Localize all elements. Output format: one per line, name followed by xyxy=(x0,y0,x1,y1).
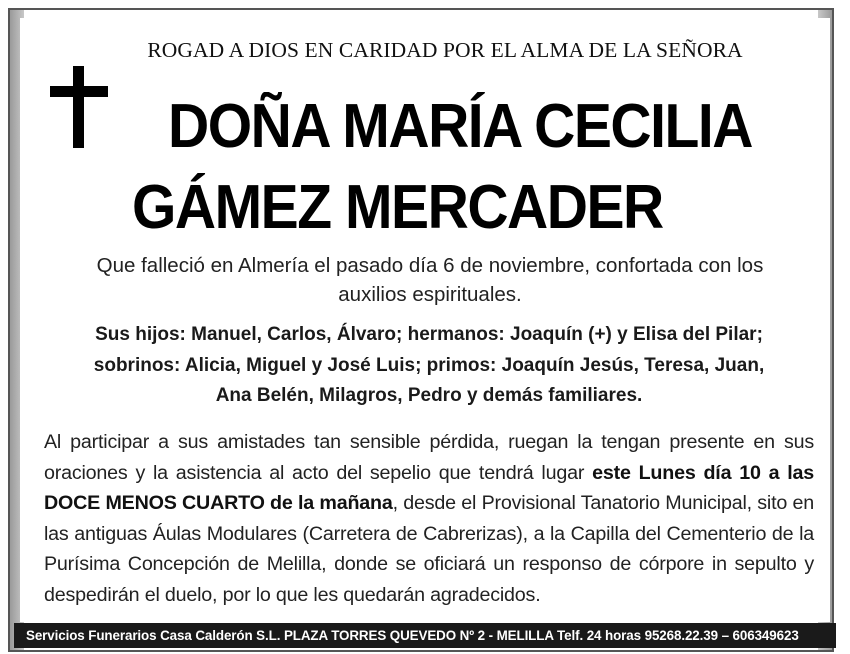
deceased-name-line1: DOÑA MARÍA CECILIA xyxy=(167,92,752,161)
service-time: este Lunes día 10 a las DOCE MENOS CUARTO de la mañana xyxy=(44,461,814,514)
deceased-name-line2: GÁMEZ MERCADER xyxy=(132,173,663,242)
family-line: sobrinos: Alicia, Miguel y José Luis; primos: Joaquín Jesús, Teresa, Juan, xyxy=(93,354,765,376)
details-text: , desde el Provisional Tanatorio Municipal, sito en las antiguas Áulas Modulares (Carretera de Cabrerizas), a la Capilla del Cementerio de la Purísima Concepción de Melilla, donde se oficiará un responso de córpore in sepulto y despedirán el duelo, por lo que les quedarán agradecidos. xyxy=(44,492,814,606)
family-list xyxy=(36,320,822,412)
notice-header: ROGAD A DIOS EN CARIDAD POR EL ALMA DE LA SEÑORA xyxy=(147,38,743,62)
family-line: Sus hijos: Manuel, Carlos, Álvaro; hermanos: Joaquín (+) y Elisa del Pilar; xyxy=(95,324,763,345)
death-announcement xyxy=(40,251,820,309)
cross-icon xyxy=(50,66,108,148)
funeral-details xyxy=(44,427,814,610)
details-text: Al participar a sus amistades tan sensible pérdida, ruegan la tengan presente en sus oraciones y la asistencia al acto del sepelio que tendrá lugar xyxy=(44,431,814,484)
intro-line: Que falleció en Almería el pasado día 6 de noviembre, confortada con los xyxy=(96,254,764,277)
intro-line: auxilios espirituales. xyxy=(338,283,522,306)
family-line: Ana Belén, Milagros, Pedro y demás familiares. xyxy=(215,385,643,406)
funeral-home-footer: Servicios Funerarios Casa Calderón S.L. PLAZA TORRES QUEVEDO Nº 2 - MELILLA Telf. 24 horas 95268.22.39 – 606349623 xyxy=(14,623,836,648)
